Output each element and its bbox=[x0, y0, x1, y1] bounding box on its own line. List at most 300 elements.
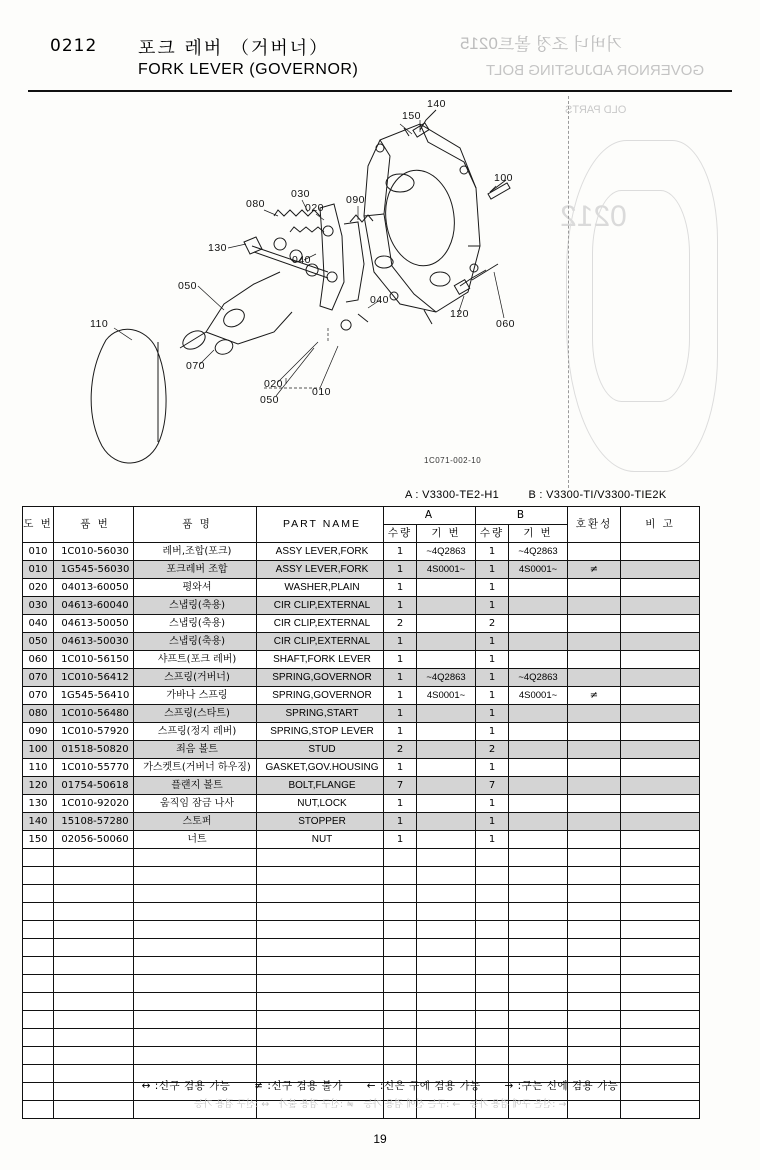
cell-compat bbox=[568, 579, 621, 597]
table-row-empty bbox=[23, 1029, 700, 1047]
cell-eng-name-empty bbox=[257, 975, 384, 993]
cell-sym-a: 4S0001~ bbox=[417, 687, 476, 705]
cell-compat bbox=[568, 615, 621, 633]
cell-ref: 090 bbox=[23, 723, 54, 741]
table-row bbox=[23, 579, 700, 597]
cell-part-no-empty bbox=[54, 939, 134, 957]
cell-sym-a-empty bbox=[417, 1011, 476, 1029]
cell-sym-a bbox=[417, 759, 476, 777]
cell-eng-name: SPRING,GOVERNOR bbox=[257, 669, 384, 687]
cell-remark-empty bbox=[621, 939, 700, 957]
cell-kor-name: 죄음 볼트 bbox=[134, 741, 257, 759]
cell-sym-b bbox=[509, 795, 568, 813]
cell-remark bbox=[621, 687, 700, 705]
cell-sym-a-empty bbox=[417, 867, 476, 885]
cell-part-no: 1C010-56480 bbox=[54, 705, 134, 723]
cell-eng-name-empty bbox=[257, 993, 384, 1011]
cell-kor-name: 플랜지 볼트 bbox=[134, 777, 257, 795]
cell-sym-b bbox=[509, 705, 568, 723]
cell-eng-name: CIR CLIP,EXTERNAL bbox=[257, 597, 384, 615]
cell-part-no-empty bbox=[54, 993, 134, 1011]
cell-kor-name: 스프링(정지 레버) bbox=[134, 723, 257, 741]
cell-remark bbox=[621, 831, 700, 849]
cell-compat-empty bbox=[568, 975, 621, 993]
table-row-empty bbox=[23, 939, 700, 957]
cell-sym-b bbox=[509, 615, 568, 633]
cell-remark-empty bbox=[621, 975, 700, 993]
cell-part-no: 04613-60040 bbox=[54, 597, 134, 615]
cell-sym-b-empty bbox=[509, 957, 568, 975]
cell-part-no: 02056-50060 bbox=[54, 831, 134, 849]
cell-compat bbox=[568, 705, 621, 723]
cell-compat bbox=[568, 759, 621, 777]
cell-sym-a bbox=[417, 795, 476, 813]
header-part-no: 품 번 bbox=[54, 507, 134, 543]
cell-eng-name: CIR CLIP,EXTERNAL bbox=[257, 615, 384, 633]
callout-010: 010 bbox=[312, 386, 332, 398]
table-row-empty bbox=[23, 993, 700, 1011]
table-row-empty bbox=[23, 957, 700, 975]
cell-kor-name-empty bbox=[134, 1029, 257, 1047]
cell-kor-name: 스냅링(축용) bbox=[134, 615, 257, 633]
cell-compat-empty bbox=[568, 885, 621, 903]
cell-eng-name: SPRING,STOP LEVER bbox=[257, 723, 384, 741]
callout-040-lower: 040 bbox=[370, 294, 390, 306]
cell-sym-a-empty bbox=[417, 957, 476, 975]
cell-kor-name: 레버,조합(포크) bbox=[134, 543, 257, 561]
cell-part-no-empty bbox=[54, 1029, 134, 1047]
table-row-empty bbox=[23, 885, 700, 903]
parts-table bbox=[22, 506, 700, 1119]
cell-qty-b-empty bbox=[476, 1011, 509, 1029]
cell-ref-empty bbox=[23, 921, 54, 939]
legend-item-2: ← :신은 구에 겸용 가능 bbox=[366, 1080, 481, 1092]
cell-ref-empty bbox=[23, 903, 54, 921]
cell-sym-b: ~4Q2863 bbox=[509, 669, 568, 687]
cell-qty-b: 2 bbox=[476, 615, 509, 633]
cell-part-no-empty bbox=[54, 1011, 134, 1029]
callout-020-top: 020 bbox=[305, 202, 325, 214]
callout-140: 140 bbox=[427, 98, 447, 110]
cell-sym-b bbox=[509, 579, 568, 597]
table-row bbox=[23, 651, 700, 669]
header-rule bbox=[28, 90, 732, 92]
cell-sym-a bbox=[417, 633, 476, 651]
cell-qty-b-empty bbox=[476, 993, 509, 1011]
table-row-empty bbox=[23, 903, 700, 921]
cell-qty-a: 1 bbox=[384, 633, 417, 651]
cell-qty-b-empty bbox=[476, 885, 509, 903]
cell-ref-empty bbox=[23, 885, 54, 903]
cell-ref: 100 bbox=[23, 741, 54, 759]
cell-remark-empty bbox=[621, 1047, 700, 1065]
cell-part-no: 04613-50050 bbox=[54, 615, 134, 633]
cell-qty-a-empty bbox=[384, 867, 417, 885]
cell-compat-empty bbox=[568, 1047, 621, 1065]
page-title-english: FORK LEVER (GOVERNOR) bbox=[138, 61, 359, 78]
cell-sym-a bbox=[417, 651, 476, 669]
cell-sym-a-empty bbox=[417, 903, 476, 921]
cell-kor-name-empty bbox=[134, 993, 257, 1011]
cell-sym-a-empty bbox=[417, 1029, 476, 1047]
cell-qty-b-empty bbox=[476, 957, 509, 975]
ghost-big-code: 0212 bbox=[560, 200, 627, 233]
cell-ref: 060 bbox=[23, 651, 54, 669]
cell-qty-a-empty bbox=[384, 957, 417, 975]
footer-legend-ghost: ← :신은 구에 겸용 가능 → :구는 신에 겸용 가능 ≠ :신구 겸용 불가 ↔ :신구 겸용 가능 bbox=[193, 1099, 567, 1110]
cell-qty-b: 1 bbox=[476, 579, 509, 597]
cell-part-no: 1C010-92020 bbox=[54, 795, 134, 813]
cell-qty-b: 1 bbox=[476, 687, 509, 705]
cell-eng-name: ASSY LEVER,FORK bbox=[257, 561, 384, 579]
footer-legend bbox=[0, 1078, 760, 1093]
table-header-row-1 bbox=[23, 507, 700, 525]
cell-kor-name-empty bbox=[134, 957, 257, 975]
cell-ref: 020 bbox=[23, 579, 54, 597]
cell-remark bbox=[621, 651, 700, 669]
cell-part-no: 1C010-57920 bbox=[54, 723, 134, 741]
cell-sym-b-empty bbox=[509, 885, 568, 903]
cell-remark-empty bbox=[621, 957, 700, 975]
cell-ref-empty bbox=[23, 1029, 54, 1047]
cell-sym-b: 4S0001~ bbox=[509, 687, 568, 705]
cell-sym-b bbox=[509, 759, 568, 777]
cell-qty-a: 2 bbox=[384, 741, 417, 759]
table-row bbox=[23, 543, 700, 561]
cell-sym-a bbox=[417, 831, 476, 849]
cell-kor-name-empty bbox=[134, 939, 257, 957]
cell-remark-empty bbox=[621, 903, 700, 921]
cell-part-no: 1G545-56410 bbox=[54, 687, 134, 705]
cell-qty-a: 1 bbox=[384, 813, 417, 831]
cell-sym-b bbox=[509, 813, 568, 831]
cell-remark bbox=[621, 543, 700, 561]
cell-qty-a: 1 bbox=[384, 561, 417, 579]
cell-sym-b-empty bbox=[509, 867, 568, 885]
cell-qty-b: 7 bbox=[476, 777, 509, 795]
cell-eng-name-empty bbox=[257, 939, 384, 957]
ghost-code-text: 0215 bbox=[460, 34, 498, 53]
cell-ref-empty bbox=[23, 1047, 54, 1065]
table-row-empty bbox=[23, 1047, 700, 1065]
cell-remark-empty bbox=[621, 867, 700, 885]
cell-ref: 050 bbox=[23, 633, 54, 651]
cell-remark bbox=[621, 723, 700, 741]
cell-compat bbox=[568, 795, 621, 813]
cell-remark-empty bbox=[621, 849, 700, 867]
table-row-empty bbox=[23, 1011, 700, 1029]
cell-sym-b: ~4Q2863 bbox=[509, 543, 568, 561]
variant-a-label: A : V3300-TE2-H1 bbox=[405, 489, 500, 501]
cell-qty-b-empty bbox=[476, 849, 509, 867]
cell-compat bbox=[568, 543, 621, 561]
table-row-empty bbox=[23, 975, 700, 993]
header-eng-name: PART NAME bbox=[257, 507, 384, 543]
cell-sym-a bbox=[417, 723, 476, 741]
cell-compat bbox=[568, 597, 621, 615]
cell-qty-b: 1 bbox=[476, 669, 509, 687]
cell-sym-b-empty bbox=[509, 1047, 568, 1065]
cell-kor-name: 스프링(스타트) bbox=[134, 705, 257, 723]
cell-sym-a-empty bbox=[417, 993, 476, 1011]
cell-compat: ≠ bbox=[568, 561, 621, 579]
cell-ref: 070 bbox=[23, 669, 54, 687]
cell-eng-name: SPRING,START bbox=[257, 705, 384, 723]
table-row bbox=[23, 687, 700, 705]
cell-kor-name-empty bbox=[134, 975, 257, 993]
cell-qty-b: 1 bbox=[476, 813, 509, 831]
cell-ref: 040 bbox=[23, 615, 54, 633]
table-row bbox=[23, 615, 700, 633]
cell-eng-name-empty bbox=[257, 1047, 384, 1065]
cell-remark bbox=[621, 579, 700, 597]
cell-compat-empty bbox=[568, 849, 621, 867]
cell-sym-b bbox=[509, 633, 568, 651]
cell-remark bbox=[621, 633, 700, 651]
callout-120: 120 bbox=[450, 308, 470, 320]
cell-qty-b-empty bbox=[476, 1029, 509, 1047]
cell-qty-b: 1 bbox=[476, 597, 509, 615]
cell-qty-a-empty bbox=[384, 921, 417, 939]
cell-qty-a-empty bbox=[384, 1029, 417, 1047]
cell-remark bbox=[621, 705, 700, 723]
cell-eng-name: STUD bbox=[257, 741, 384, 759]
cell-ref: 010 bbox=[23, 543, 54, 561]
cell-kor-name-empty bbox=[134, 885, 257, 903]
cell-remark bbox=[621, 813, 700, 831]
table-row bbox=[23, 795, 700, 813]
table-row bbox=[23, 561, 700, 579]
cell-qty-b-empty bbox=[476, 939, 509, 957]
cell-part-no-empty bbox=[54, 867, 134, 885]
cell-kor-name: 가바나 스프링 bbox=[134, 687, 257, 705]
legend-item-3: → :구는 신에 겸용 가능 bbox=[504, 1080, 619, 1092]
cell-qty-a: 1 bbox=[384, 831, 417, 849]
cell-qty-a: 1 bbox=[384, 651, 417, 669]
cell-remark-empty bbox=[621, 993, 700, 1011]
cell-sym-b-empty bbox=[509, 849, 568, 867]
callout-090: 090 bbox=[346, 194, 366, 206]
cell-kor-name: 스토퍼 bbox=[134, 813, 257, 831]
callout-130: 130 bbox=[208, 242, 228, 254]
cell-qty-a: 1 bbox=[384, 687, 417, 705]
cell-qty-a-empty bbox=[384, 1011, 417, 1029]
cell-compat bbox=[568, 777, 621, 795]
cell-ref-empty bbox=[23, 1011, 54, 1029]
cell-ref: 070 bbox=[23, 687, 54, 705]
header-sym-a: 기 번 bbox=[417, 525, 476, 543]
cell-sym-b-empty bbox=[509, 993, 568, 1011]
cell-sym-a-empty bbox=[417, 939, 476, 957]
cell-eng-name-empty bbox=[257, 1029, 384, 1047]
cell-qty-b-empty bbox=[476, 867, 509, 885]
cell-part-no: 15108-57280 bbox=[54, 813, 134, 831]
cell-qty-a-empty bbox=[384, 975, 417, 993]
cell-ref: 120 bbox=[23, 777, 54, 795]
cell-eng-name-empty bbox=[257, 957, 384, 975]
ghost-old-parts-text: OLD PARTS bbox=[565, 104, 627, 116]
cell-ref-empty bbox=[23, 975, 54, 993]
cell-qty-a: 1 bbox=[384, 597, 417, 615]
cell-remark bbox=[621, 795, 700, 813]
cell-part-no: 1C010-56030 bbox=[54, 543, 134, 561]
cell-qty-b: 1 bbox=[476, 759, 509, 777]
cell-sym-b bbox=[509, 597, 568, 615]
cell-ref: 010 bbox=[23, 561, 54, 579]
ghost-english-title: GOVERNOR ADJUSTING BOLT bbox=[486, 62, 705, 79]
header-group-a: A bbox=[384, 507, 476, 525]
cell-kor-name: 너트 bbox=[134, 831, 257, 849]
cell-compat bbox=[568, 723, 621, 741]
cell-remark bbox=[621, 597, 700, 615]
cell-ref-empty bbox=[23, 957, 54, 975]
cell-sym-a-empty bbox=[417, 1047, 476, 1065]
cell-remark-empty bbox=[621, 885, 700, 903]
cell-sym-b-empty bbox=[509, 1011, 568, 1029]
cell-eng-name: NUT bbox=[257, 831, 384, 849]
cell-kor-name-empty bbox=[134, 921, 257, 939]
cell-compat-empty bbox=[568, 993, 621, 1011]
page-title-korean: 포크 레버 （거버너） bbox=[138, 38, 330, 59]
cell-qty-a-empty bbox=[384, 939, 417, 957]
cell-compat bbox=[568, 633, 621, 651]
callout-080: 080 bbox=[246, 198, 266, 210]
cell-sym-b-empty bbox=[509, 1029, 568, 1047]
cell-eng-name-empty bbox=[257, 903, 384, 921]
cell-sym-a bbox=[417, 597, 476, 615]
cell-qty-b: 1 bbox=[476, 795, 509, 813]
table-row-empty bbox=[23, 921, 700, 939]
cell-sym-a bbox=[417, 813, 476, 831]
cell-sym-b-empty bbox=[509, 939, 568, 957]
cell-kor-name: 샤프트(포크 레버) bbox=[134, 651, 257, 669]
cell-part-no-empty bbox=[54, 1047, 134, 1065]
cell-eng-name-empty bbox=[257, 849, 384, 867]
cell-qty-a: 1 bbox=[384, 579, 417, 597]
cell-kor-name: 스냅링(축용) bbox=[134, 633, 257, 651]
callout-020-bottom: 020 bbox=[264, 378, 284, 390]
cell-compat-empty bbox=[568, 867, 621, 885]
cell-remark-empty bbox=[621, 921, 700, 939]
cell-sym-a: ~4Q2863 bbox=[417, 543, 476, 561]
table-row bbox=[23, 759, 700, 777]
cell-sym-b: 4S0001~ bbox=[509, 561, 568, 579]
cell-remark bbox=[621, 759, 700, 777]
cell-qty-b: 1 bbox=[476, 633, 509, 651]
page-header bbox=[28, 28, 732, 90]
cell-part-no: 01754-50618 bbox=[54, 777, 134, 795]
cell-sym-b bbox=[509, 831, 568, 849]
cell-eng-name: SPRING,GOVERNOR bbox=[257, 687, 384, 705]
table-row bbox=[23, 705, 700, 723]
cell-qty-b: 1 bbox=[476, 561, 509, 579]
cell-sym-b bbox=[509, 651, 568, 669]
variant-b-label: B : V3300-TI/V3300-TIE2K bbox=[528, 489, 667, 501]
cell-qty-a: 1 bbox=[384, 759, 417, 777]
cell-ref: 110 bbox=[23, 759, 54, 777]
header-compat: 호환성 bbox=[568, 507, 621, 543]
cell-eng-name-empty bbox=[257, 1011, 384, 1029]
cell-compat-empty bbox=[568, 957, 621, 975]
cell-eng-name: ASSY LEVER,FORK bbox=[257, 543, 384, 561]
cell-part-no: 04013-60050 bbox=[54, 579, 134, 597]
cell-sym-a bbox=[417, 579, 476, 597]
cell-compat-empty bbox=[568, 1011, 621, 1029]
cell-ref-empty bbox=[23, 849, 54, 867]
cell-remark bbox=[621, 561, 700, 579]
cell-ref: 080 bbox=[23, 705, 54, 723]
cell-kor-name-empty bbox=[134, 1047, 257, 1065]
cell-part-no: 1G545-56030 bbox=[54, 561, 134, 579]
cell-sym-b-empty bbox=[509, 921, 568, 939]
callout-060: 060 bbox=[496, 318, 516, 330]
cell-remark bbox=[621, 669, 700, 687]
cell-eng-name: GASKET,GOV.HOUSING bbox=[257, 759, 384, 777]
section-code: 0212 bbox=[50, 36, 98, 56]
cell-compat-empty bbox=[568, 1029, 621, 1047]
cell-qty-b-empty bbox=[476, 1047, 509, 1065]
cell-qty-b: 1 bbox=[476, 723, 509, 741]
cell-sym-a: ~4Q2863 bbox=[417, 669, 476, 687]
cell-part-no-empty bbox=[54, 975, 134, 993]
table-row bbox=[23, 597, 700, 615]
header-qty-a: 수량 bbox=[384, 525, 417, 543]
table-row bbox=[23, 669, 700, 687]
cell-kor-name-empty bbox=[134, 1011, 257, 1029]
cell-part-no-empty bbox=[54, 903, 134, 921]
cell-qty-a: 1 bbox=[384, 723, 417, 741]
cell-qty-b-empty bbox=[476, 921, 509, 939]
table-row bbox=[23, 741, 700, 759]
cell-compat-empty bbox=[568, 921, 621, 939]
cell-compat-empty bbox=[568, 903, 621, 921]
diagram-svg bbox=[28, 96, 732, 488]
cell-qty-b-empty bbox=[476, 975, 509, 993]
callout-040-upper: 040 bbox=[292, 254, 312, 266]
cell-part-no-empty bbox=[54, 849, 134, 867]
header-remark: 비 고 bbox=[621, 507, 700, 543]
table-row-empty bbox=[23, 849, 700, 867]
cell-kor-name-empty bbox=[134, 849, 257, 867]
cell-compat: ≠ bbox=[568, 687, 621, 705]
cell-qty-a-empty bbox=[384, 885, 417, 903]
ghost-korean-title: 거버너 조정 볼트 bbox=[498, 35, 623, 54]
cell-part-no-empty bbox=[54, 885, 134, 903]
cell-part-no: 1C010-56412 bbox=[54, 669, 134, 687]
cell-ref: 150 bbox=[23, 831, 54, 849]
header-group-b: B bbox=[476, 507, 568, 525]
cell-sym-a bbox=[417, 705, 476, 723]
cell-remark bbox=[621, 741, 700, 759]
cell-eng-name: NUT,LOCK bbox=[257, 795, 384, 813]
cell-qty-a: 1 bbox=[384, 669, 417, 687]
cell-sym-a bbox=[417, 741, 476, 759]
callout-050-bottom: 050 bbox=[260, 394, 280, 406]
cell-ref-empty bbox=[23, 867, 54, 885]
cell-sym-a bbox=[417, 615, 476, 633]
cell-kor-name-empty bbox=[134, 867, 257, 885]
cell-kor-name: 스프링(거버너) bbox=[134, 669, 257, 687]
cell-part-no-empty bbox=[54, 921, 134, 939]
cell-compat-empty bbox=[568, 939, 621, 957]
cell-qty-b: 2 bbox=[476, 741, 509, 759]
cell-sym-a: 4S0001~ bbox=[417, 561, 476, 579]
cell-kor-name: 스냅링(축용) bbox=[134, 597, 257, 615]
cell-sym-a-empty bbox=[417, 849, 476, 867]
callout-050-upper: 050 bbox=[178, 280, 198, 292]
cell-sym-b-empty bbox=[509, 975, 568, 993]
cell-compat bbox=[568, 813, 621, 831]
